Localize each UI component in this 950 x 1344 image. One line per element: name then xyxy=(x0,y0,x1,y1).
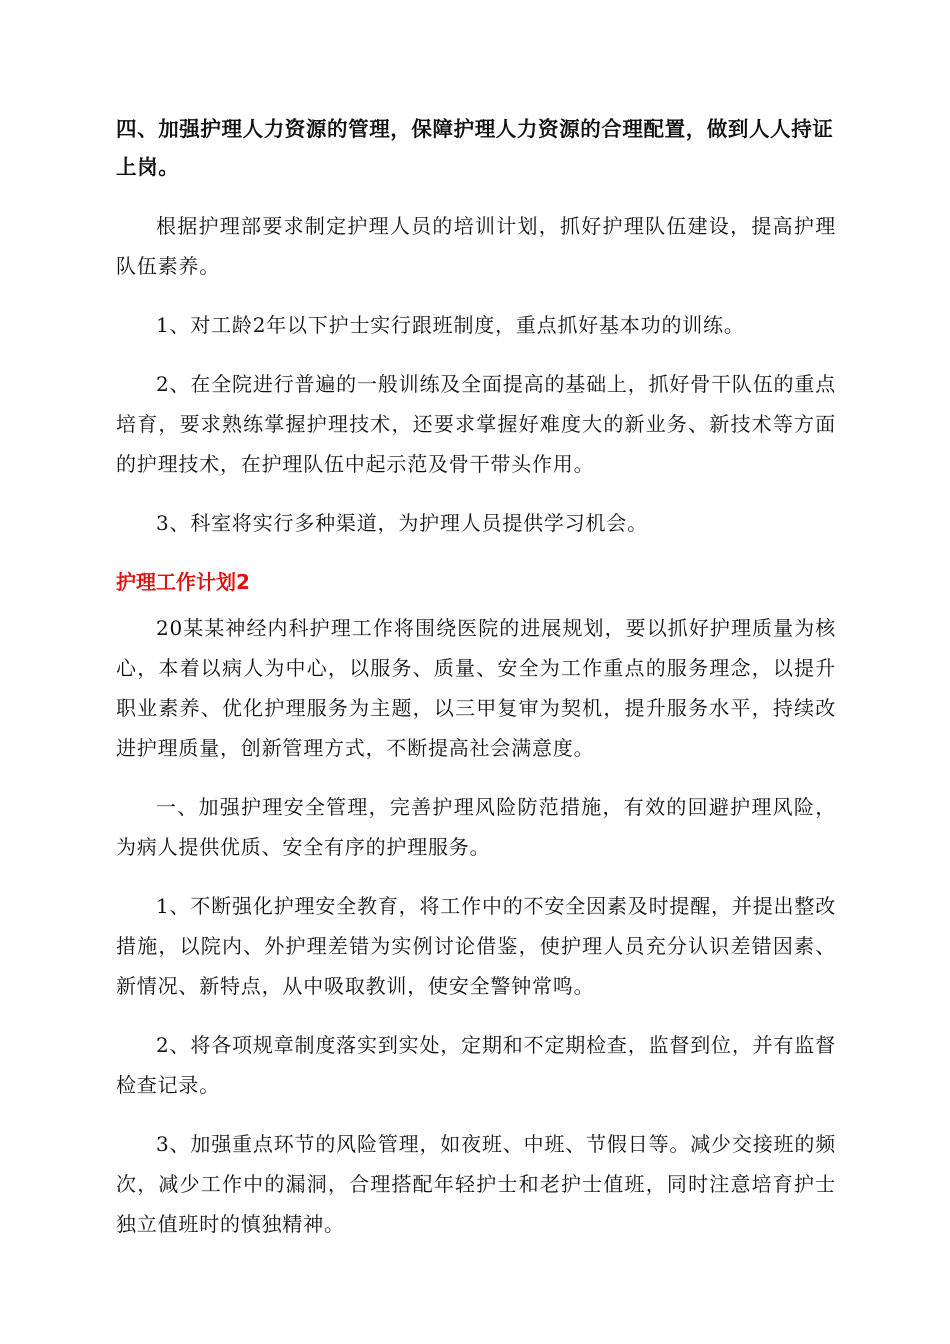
paragraph: 20某某神经内科护理工作将围绕医院的进展规划，要以抓好护理质量为核心，本着以病人为中心，以服务、质量、安全为工作重点的服务理念，以提升职业素养、优化护理服务为主题，以三甲复审为契机，提升服务水平，持续改进护理质量，创新管理方式，不断提高社会满意度。 xyxy=(116,616,836,760)
document-page xyxy=(116,110,836,1263)
section-title: 护理工作计划2 xyxy=(116,570,250,594)
paragraph: 2、在全院进行普遍的一般训练及全面提高的基础上，抓好骨干队伍的重点培育，要求熟练掌握护理技术，还要求掌握好难度大的新业务、新技术等方面的护理技术，在护理队伍中起示范及骨干带头作用。 xyxy=(116,372,836,476)
paragraph: 根据护理部要求制定护理人员的培训计划，抓好护理队伍建设，提高护理队伍素养。 xyxy=(116,214,836,278)
section-heading-four: 四、加强护理人力资源的管理，保障护理人力资源的合理配置，做到人人持证上岗。 xyxy=(116,117,834,179)
paragraph: 一、加强护理安全管理，完善护理风险防范措施，有效的回避护理风险，为病人提供优质、安全有序的护理服务。 xyxy=(116,795,836,859)
paragraph: 1、对工龄2年以下护士实行跟班制度，重点抓好基本功的训练。 xyxy=(156,313,745,337)
paragraph: 3、科室将实行多种渠道，为护理人员提供学习机会。 xyxy=(156,511,648,535)
paragraph: 1、不断强化护理安全教育，将工作中的不安全因素及时提醒，并提出整改措施，以院内、外护理差错为实例讨论借鉴，使护理人员充分认识差错因素、新情况、新特点，从中吸取教训，使安全警钟常鸣。 xyxy=(116,894,836,998)
paragraph: 2、将各项规章制度落实到实处，定期和不定期检查，监督到位，并有监督检查记录。 xyxy=(116,1033,836,1097)
paragraph: 3、加强重点环节的风险管理，如夜班、中班、节假日等。减少交接班的频次，减少工作中的漏洞，合理搭配年轻护士和老护士值班，同时注意培育护士独立值班时的慎独精神。 xyxy=(116,1132,836,1236)
